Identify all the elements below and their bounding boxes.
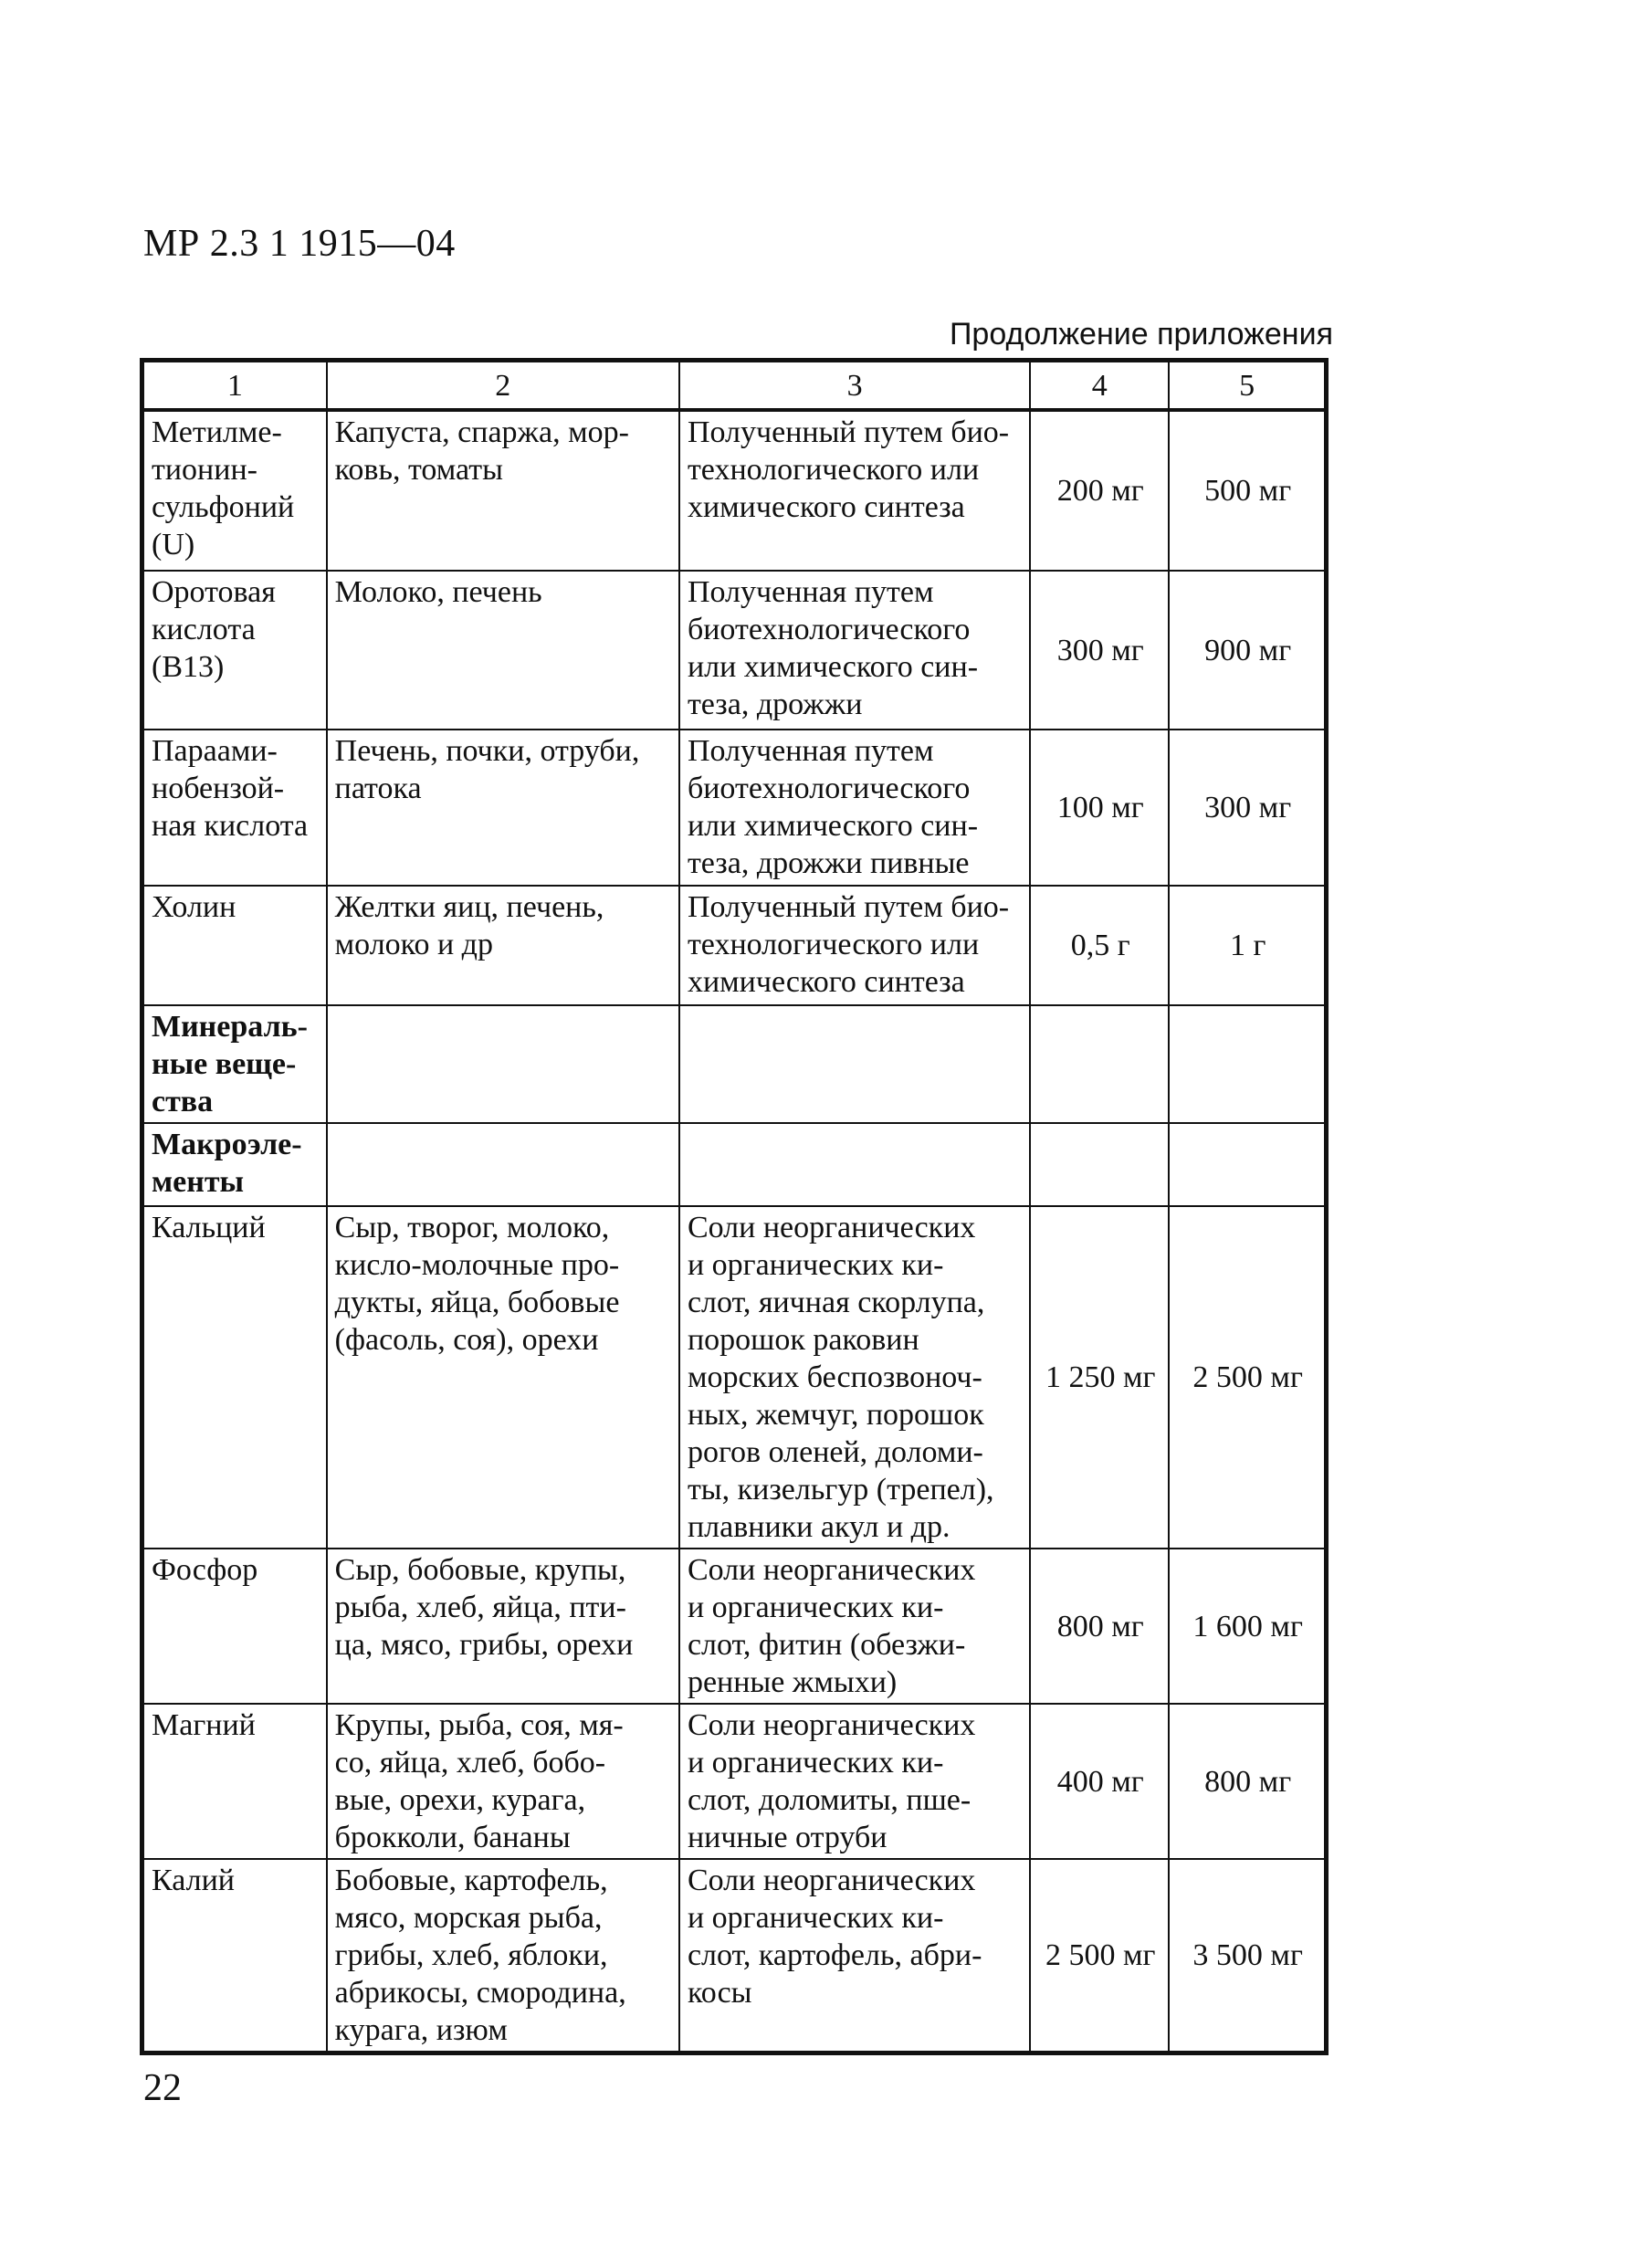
upper-limit: 1 600 мг (1169, 1549, 1326, 1704)
table-row (142, 730, 1327, 886)
upper-limit: 2 500 мг (1169, 1206, 1326, 1549)
adequate-intake: 1 250 мг (1030, 1206, 1169, 1549)
adequate-intake: 100 мг (1030, 730, 1169, 886)
upper-limit: 900 мг (1169, 571, 1326, 730)
adequate-intake: 300 мг (1030, 571, 1169, 730)
document-header: МР 2.3 1 1915—04 (143, 223, 456, 265)
substance-name: Фосфор (142, 1549, 327, 1704)
table-row (142, 1859, 1327, 2053)
upper-limit: 300 мг (1169, 730, 1326, 886)
empty-cell (679, 1123, 1030, 1206)
substance-name: Калий (142, 1859, 327, 2053)
table-row (142, 1549, 1327, 1704)
column-number: 2 (327, 361, 679, 411)
substance-name: Метилме- тионин- сульфоний (U) (142, 410, 327, 571)
adequate-intake: 200 мг (1030, 410, 1169, 571)
column-number: 1 (142, 361, 327, 411)
page-number: 22 (143, 2067, 182, 2109)
substance-name: Параами- нобензой- ная кислота (142, 730, 327, 886)
natural-sources: Капуста, спаржа, мор- ковь, томаты (327, 410, 679, 571)
column-number: 5 (1169, 361, 1326, 411)
upper-limit: 500 мг (1169, 410, 1326, 571)
production-sources: Соли неорганических и органических ки- слот, яичная скорлупа, порошок раковин морских беспозвоноч- ных, жемчуг, порошок рогов оленей, доломи- ты, кизельгур (трепел), плавники акул и др. (679, 1206, 1030, 1549)
table-row (142, 410, 1327, 571)
table-row (142, 1206, 1327, 1549)
table-row (142, 571, 1327, 730)
natural-sources: Печень, почки, отруби, патока (327, 730, 679, 886)
production-sources: Полученная путем биотехнологического или химического син- теза, дрожжи (679, 571, 1030, 730)
adequate-intake: 400 мг (1030, 1704, 1169, 1859)
production-sources: Соли неорганических и органических ки- слот, картофель, абри- косы (679, 1859, 1030, 2053)
section-row-macroelements (142, 1123, 1327, 1206)
natural-sources: Молоко, печень (327, 571, 679, 730)
upper-limit: 3 500 мг (1169, 1859, 1326, 2053)
empty-cell (327, 1123, 679, 1206)
natural-sources: Бобовые, картофель, мясо, морская рыба, грибы, хлеб, яблоки, абрикосы, смородина, курага, изюм (327, 1859, 679, 2053)
table-row (142, 1704, 1327, 1859)
natural-sources: Сыр, бобовые, крупы, рыба, хлеб, яйца, пти- ца, мясо, грибы, орехи (327, 1549, 679, 1704)
table-row (142, 886, 1327, 1005)
adequate-intake: 2 500 мг (1030, 1859, 1169, 2053)
natural-sources: Сыр, творог, молоко, кисло-молочные про- дукты, яйца, бобовые (фасоль, соя), орехи (327, 1206, 679, 1549)
natural-sources: Крупы, рыба, соя, мя- со, яйца, хлеб, бобо- вые, орехи, курага, брокколи, бананы (327, 1704, 679, 1859)
column-number: 3 (679, 361, 1030, 411)
production-sources: Полученный путем био- технологического или химического синтеза (679, 886, 1030, 1005)
substance-name: Магний (142, 1704, 327, 1859)
empty-cell (1030, 1005, 1169, 1123)
section-heading: Минераль- ные веще- ства (142, 1005, 327, 1123)
column-number-row (142, 361, 1327, 411)
appendix-table (140, 358, 1329, 2055)
substance-name: Оротовая кислота (B13) (142, 571, 327, 730)
empty-cell (1030, 1123, 1169, 1206)
column-number: 4 (1030, 361, 1169, 411)
adequate-intake: 800 мг (1030, 1549, 1169, 1704)
production-sources: Соли неорганических и органических ки- слот, доломиты, пше- ничные отруби (679, 1704, 1030, 1859)
substance-name: Кальций (142, 1206, 327, 1549)
section-heading: Макроэле- менты (142, 1123, 327, 1206)
empty-cell (679, 1005, 1030, 1123)
substance-name: Холин (142, 886, 327, 1005)
adequate-intake: 0,5 г (1030, 886, 1169, 1005)
section-row-minerals (142, 1005, 1327, 1123)
production-sources: Полученный путем био- технологического или химического синтеза (679, 410, 1030, 571)
empty-cell (327, 1005, 679, 1123)
production-sources: Соли неорганических и органических ки- слот, фитин (обезжи- ренные жмыхи) (679, 1549, 1030, 1704)
upper-limit: 800 мг (1169, 1704, 1326, 1859)
empty-cell (1169, 1123, 1326, 1206)
production-sources: Полученная путем биотехнологического или химического син- теза, дрожжи пивные (679, 730, 1030, 886)
upper-limit: 1 г (1169, 886, 1326, 1005)
natural-sources: Желтки яиц, печень, молоко и др (327, 886, 679, 1005)
empty-cell (1169, 1005, 1326, 1123)
continuation-label: Продолжение приложения (949, 317, 1333, 352)
